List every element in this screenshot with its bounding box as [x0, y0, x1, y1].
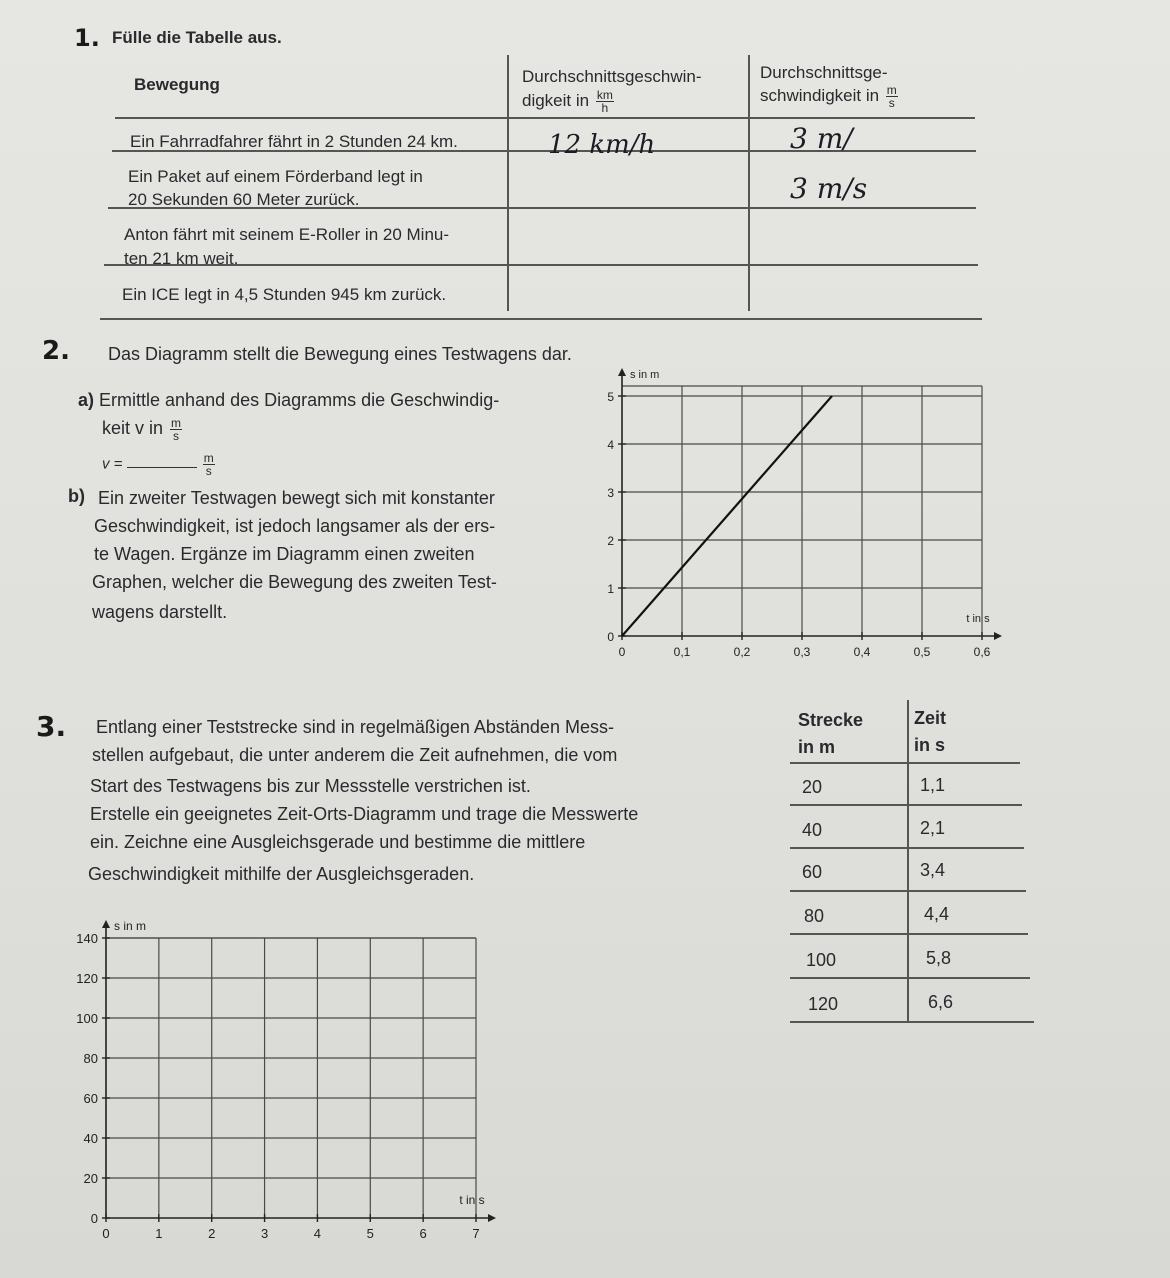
unit-ms-a — [170, 417, 182, 442]
task2-a-line1: Ermittle anhand des Diagramms die Geschwindig- — [99, 390, 500, 410]
y-tick-label: 5 — [607, 390, 614, 404]
x-axis-arrow — [994, 632, 1002, 640]
y-axis-arrow — [102, 920, 110, 928]
unit-ms — [886, 84, 898, 109]
x-tick-label: 0,4 — [853, 645, 871, 659]
row3-text-line2: ten 21 km weit. — [124, 249, 239, 268]
y-tick-label: 2 — [607, 534, 614, 548]
unit-ms-num: m — [886, 83, 897, 97]
unit-kmh-den: h — [601, 101, 609, 115]
row2-text-line2: 20 Sekunden 60 Meter zurück. — [128, 190, 360, 209]
table3-rule — [790, 1021, 1034, 1023]
table3-cell: 2,1 — [920, 818, 946, 838]
y-tick-label: 80 — [83, 1051, 98, 1066]
x-tick-label: 1 — [155, 1226, 163, 1241]
table-divider — [507, 55, 509, 311]
x-tick-label: 0,5 — [913, 645, 931, 659]
answer-row1-kmh[interactable]: 12 km/h — [548, 130, 656, 160]
chart-task3[interactable] — [70, 908, 510, 1248]
table3-rule — [790, 977, 1030, 979]
table3-rule — [790, 847, 1024, 849]
x-tick-label: 3 — [260, 1226, 269, 1241]
y-tick-label: 3 — [607, 486, 614, 500]
row4-text: Ein ICE legt in 4,5 Stunden 945 km zurück. — [122, 285, 447, 304]
table3-cell: 40 — [802, 820, 823, 840]
y-tick-label: 40 — [83, 1131, 98, 1146]
x-tick-label: 5 — [366, 1226, 374, 1241]
table-rule — [100, 318, 982, 320]
y-tick-label: 0 — [607, 630, 614, 644]
task3-line4: Erstelle ein geeignetes Zeit-Orts-Diagramm und trage die Messwerte — [90, 804, 639, 824]
header-ms — [760, 84, 900, 109]
unit-ms-answer-num: m — [203, 451, 214, 465]
task3-number: 3. — [36, 710, 67, 743]
task1-title: Fülle die Tabelle aus. — [112, 28, 282, 47]
table3-cell: 4,4 — [924, 904, 950, 924]
x-tick-label: 0 — [102, 1226, 110, 1241]
x-tick-label: 7 — [472, 1226, 480, 1241]
table3-cell: 60 — [802, 862, 823, 882]
task2-a-unit — [102, 414, 184, 442]
task2-number: 2. — [42, 336, 70, 366]
var-v: v = — [102, 455, 123, 473]
table3-rule — [790, 890, 1026, 892]
unit-kmh-num: km — [596, 88, 613, 102]
y-tick-label: 60 — [83, 1091, 98, 1106]
answer-row1-ms[interactable]: 3 m/ — [790, 122, 853, 155]
y-tick-label: 120 — [76, 971, 98, 986]
unit-ms-a-num: m — [171, 415, 182, 430]
table-divider — [748, 55, 750, 311]
task2-b-line2: Geschwindigkeit, ist jedoch langsamer als der ers- — [94, 516, 496, 536]
table3-h2-line2: in s — [914, 735, 946, 755]
unit-kmh — [596, 89, 614, 114]
table3-h2-line1: Zeit — [914, 708, 947, 728]
table3-rule — [790, 804, 1022, 806]
x-tick-label: 0,2 — [733, 645, 751, 659]
task2-a-label: a) — [78, 390, 95, 410]
task2-a-line2: keit v in — [102, 418, 164, 438]
task2-b-line4: Graphen, welcher die Bewegung des zweiten Test- — [92, 572, 497, 592]
table3-cell: 5,8 — [926, 948, 952, 968]
y-tick-label: 0 — [90, 1211, 98, 1226]
chart-task2 — [560, 360, 1020, 670]
table3-rule — [790, 933, 1028, 935]
table3-h1-line1: Strecke — [798, 710, 864, 730]
task2-b-line1: Ein zweiter Testwagen bewegt sich mit konstanter — [98, 488, 495, 508]
x-axis-arrow — [488, 1214, 496, 1222]
table3-divider — [907, 700, 909, 1022]
y-tick-label: 100 — [76, 1011, 98, 1026]
unit-ms-a-den: s — [173, 428, 180, 443]
task3-line3: Start des Testwagens bis zur Messstelle verstrichen ist. — [90, 776, 531, 796]
x-axis-label: t in s — [966, 613, 990, 625]
header-ms-line2: schwindigkeit in — [760, 85, 880, 105]
x-tick-label: 6 — [419, 1226, 427, 1241]
y-tick-label: 20 — [83, 1171, 98, 1186]
table3-cell: 3,4 — [920, 860, 946, 880]
series-line-testwagen — [622, 396, 832, 636]
task2-a — [78, 386, 499, 414]
table-rule — [115, 117, 975, 119]
y-axis-arrow — [618, 368, 626, 376]
x-tick-label: 0 — [618, 645, 626, 659]
task2-b-line3: te Wagen. Ergänze im Diagramm einen zweiten — [94, 544, 475, 564]
unit-ms-den: s — [888, 96, 895, 110]
x-axis-label: t in s — [459, 1193, 485, 1207]
task3-line5: ein. Zeichne eine Ausgleichsgerade und bestimme die mittlere — [90, 832, 586, 852]
row3-text-line1: Anton fährt mit seinem E-Roller in 20 Minu- — [124, 225, 450, 244]
x-tick-label: 0,1 — [673, 645, 691, 659]
answer-blank-v[interactable] — [127, 453, 197, 468]
x-tick-label: 0,6 — [973, 645, 991, 659]
task3-line6: Geschwindigkeit mithilfe der Ausgleichsgeraden. — [88, 864, 475, 884]
table3-cell: 120 — [808, 994, 839, 1014]
y-tick-label: 140 — [76, 931, 98, 946]
header-kmh-line1: Durchschnittsgeschwin- — [522, 67, 702, 86]
table3-cell: 6,6 — [928, 992, 954, 1012]
y-axis-label: s in m — [630, 369, 660, 381]
table3-cell: 100 — [806, 950, 837, 970]
row1-text: Ein Fahrradfahrer fährt in 2 Stunden 24 km. — [130, 132, 458, 151]
header-kmh — [522, 89, 616, 114]
x-tick-label: 4 — [313, 1226, 322, 1241]
y-axis-label: s in m — [114, 919, 147, 933]
table3-cell: 20 — [802, 777, 823, 797]
y-tick-label: 1 — [607, 582, 614, 596]
row2-text-line1: Ein Paket auf einem Förderband legt in — [128, 167, 423, 186]
y-tick-label: 4 — [607, 438, 614, 452]
x-tick-label: 0,3 — [793, 645, 811, 659]
task3-line2: stellen aufgebaut, die unter anderem die Zeit aufnehmen, die vom — [92, 745, 618, 765]
x-tick-label: 2 — [208, 1226, 216, 1241]
answer-row2-ms[interactable]: 3 m/s — [790, 172, 868, 205]
task1-number: 1. — [74, 24, 100, 52]
table3-cell: 1,1 — [920, 775, 946, 795]
header-movement: Bewegung — [134, 75, 220, 94]
header-ms-line1: Durchschnittsge- — [760, 63, 888, 82]
task3-line1: Entlang einer Teststrecke sind in regelmäßigen Abständen Mess- — [96, 717, 614, 737]
table3-cell: 80 — [804, 906, 825, 926]
task2-b-label: b) — [68, 486, 85, 506]
task2-a-answer — [102, 452, 217, 477]
unit-ms-answer-den: s — [205, 464, 212, 478]
table3-h1-line2: in m — [798, 737, 836, 757]
task2-intro: Das Diagramm stellt die Bewegung eines Testwagens dar. — [108, 344, 572, 364]
unit-ms-answer — [203, 452, 215, 477]
task2-b-line5: wagens darstellt. — [92, 602, 228, 622]
header-kmh-line2: digkeit in — [522, 90, 590, 110]
table3-rule — [790, 762, 1020, 764]
